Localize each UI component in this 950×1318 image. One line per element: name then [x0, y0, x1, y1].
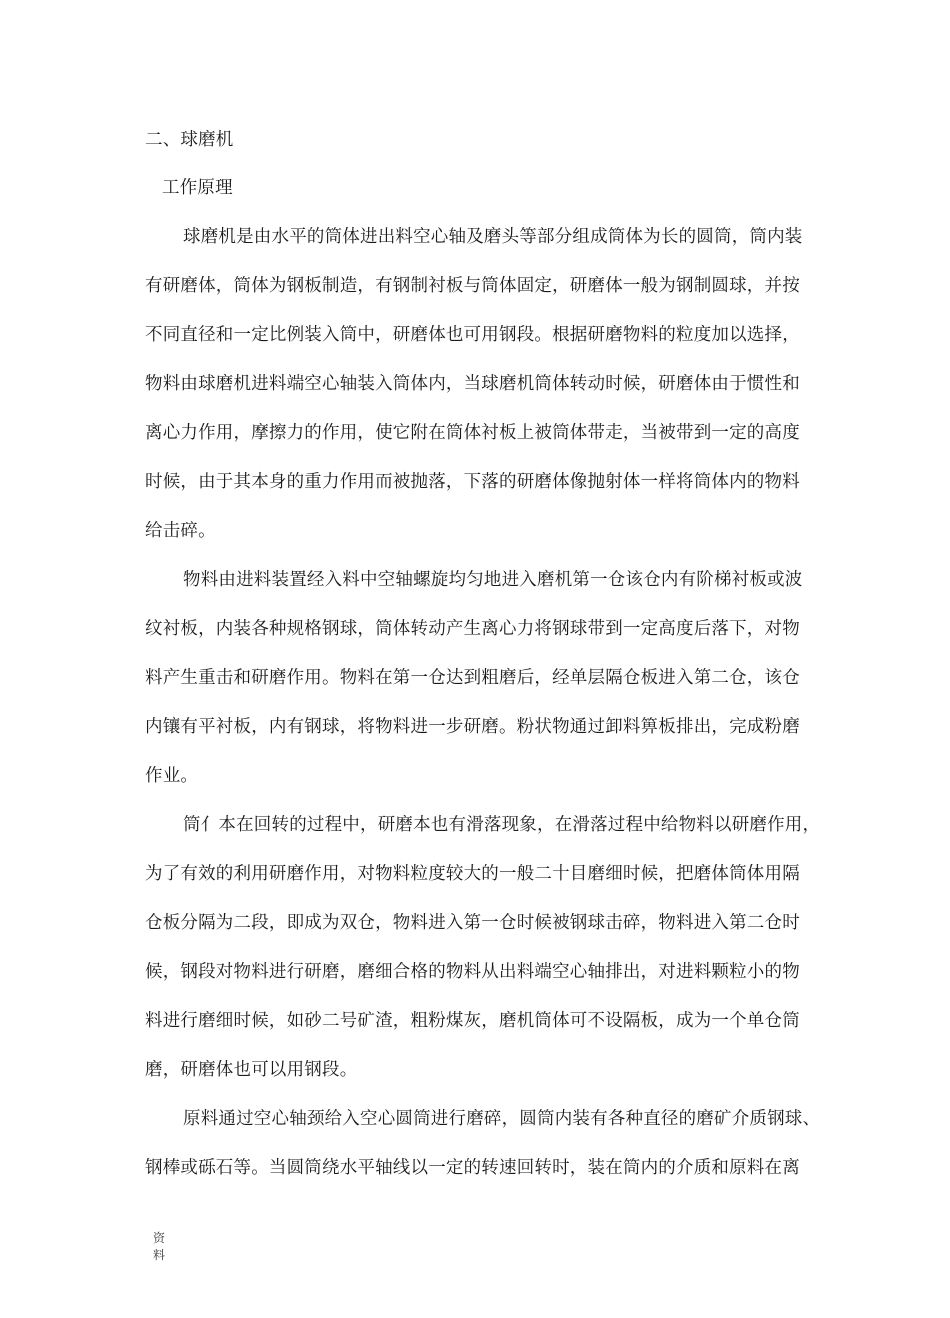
paragraph-4-line-2: 钢棒或砾石等。当圆筒绕水平轴线以一定的转速回转时，装在筒内的介质和原料在离 [145, 1158, 800, 1178]
paragraph-2-line-5: 作业。 [145, 766, 199, 786]
paragraph-1-line-6: 时候，由于其本身的重力作用而被抛落，下落的研磨体像抛射体一样将筒体内的物料 [145, 472, 800, 492]
page-footer-label [152, 1230, 166, 1264]
paragraph-3-line-5: 料进行磨细时候，如砂二号矿渣，粗粉煤灰，磨机筒体可不设隔板，成为一个单仓筒 [145, 1011, 800, 1031]
paragraph-2-line-3: 料产生重击和研磨作用。物料在第一仓达到粗磨后，经单层隔仓板进入第二仓，该仓 [145, 668, 800, 688]
paragraph-1-line-1: 球磨机是由水平的筒体进出料空心轴及磨头等部分组成筒体为长的圆筒，筒内装 [183, 227, 803, 247]
paragraph-1-line-5: 离心力作用，摩擦力的作用，使它附在筒体衬板上被筒体带走，当被带到一定的高度 [145, 423, 800, 443]
paragraph-3-line-2: 为了有效的利用研磨作用，对物料粒度较大的一般二十目磨细时候，把磨体筒体用隔 [145, 864, 800, 884]
paragraph-3-line-1: 筒亻本在回转的过程中，研磨本也有滑落现象，在滑落过程中给物料以研磨作用， [183, 815, 821, 835]
paragraph-2-line-2: 纹衬板，内装各种规格钢球，筒体转动产生离心力将钢球带到一定高度后落下，对物 [145, 619, 800, 639]
paragraph-3-line-4: 候，钢段对物料进行研磨，磨细合格的物料从出料端空心轴排出，对进料颗粒小的物 [145, 962, 800, 982]
paragraph-1-line-2: 有研磨体，筒体为钢板制造，有钢制衬板与筒体固定，研磨体一般为钢制圆球，并按 [145, 276, 800, 296]
paragraph-2-line-4: 内镶有平衬板，内有钢球，将物料进一步研磨。粉状物通过卸料箅板排出，完成粉磨 [145, 717, 800, 737]
footer-char-2: 料 [152, 1248, 165, 1262]
footer-char-1: 资 [152, 1231, 165, 1245]
paragraph-3-line-3: 仓板分隔为二段，即成为双仓，物料进入第一仓时候被钢球击碎，物料进入第二仓时 [145, 913, 800, 933]
subsection-title: 工作原理 [162, 178, 233, 198]
paragraph-1-line-4: 物料由球磨机进料端空心轴装入筒体内，当球磨机筒体转动时候，研磨体由于惯性和 [145, 374, 800, 394]
paragraph-1-line-3: 不同直径和一定比例装入筒中，研磨体也可用钢段。根据研磨物料的粒度加以选择， [145, 325, 800, 345]
paragraph-1-line-7: 给击碎。 [145, 521, 216, 541]
paragraph-4-line-1: 原料通过空心轴颈给入空心圆筒进行磨碎，圆筒内装有各种直径的磨矿介质钢球、 [183, 1109, 821, 1129]
section-title: 二、球磨机 [145, 130, 234, 150]
paragraph-2-line-1: 物料由进料装置经入料中空轴螺旋均匀地进入磨机第一仓该仓内有阶梯衬板或波 [183, 570, 803, 590]
paragraph-3-line-6: 磨，研磨体也可以用钢段。 [145, 1060, 358, 1080]
